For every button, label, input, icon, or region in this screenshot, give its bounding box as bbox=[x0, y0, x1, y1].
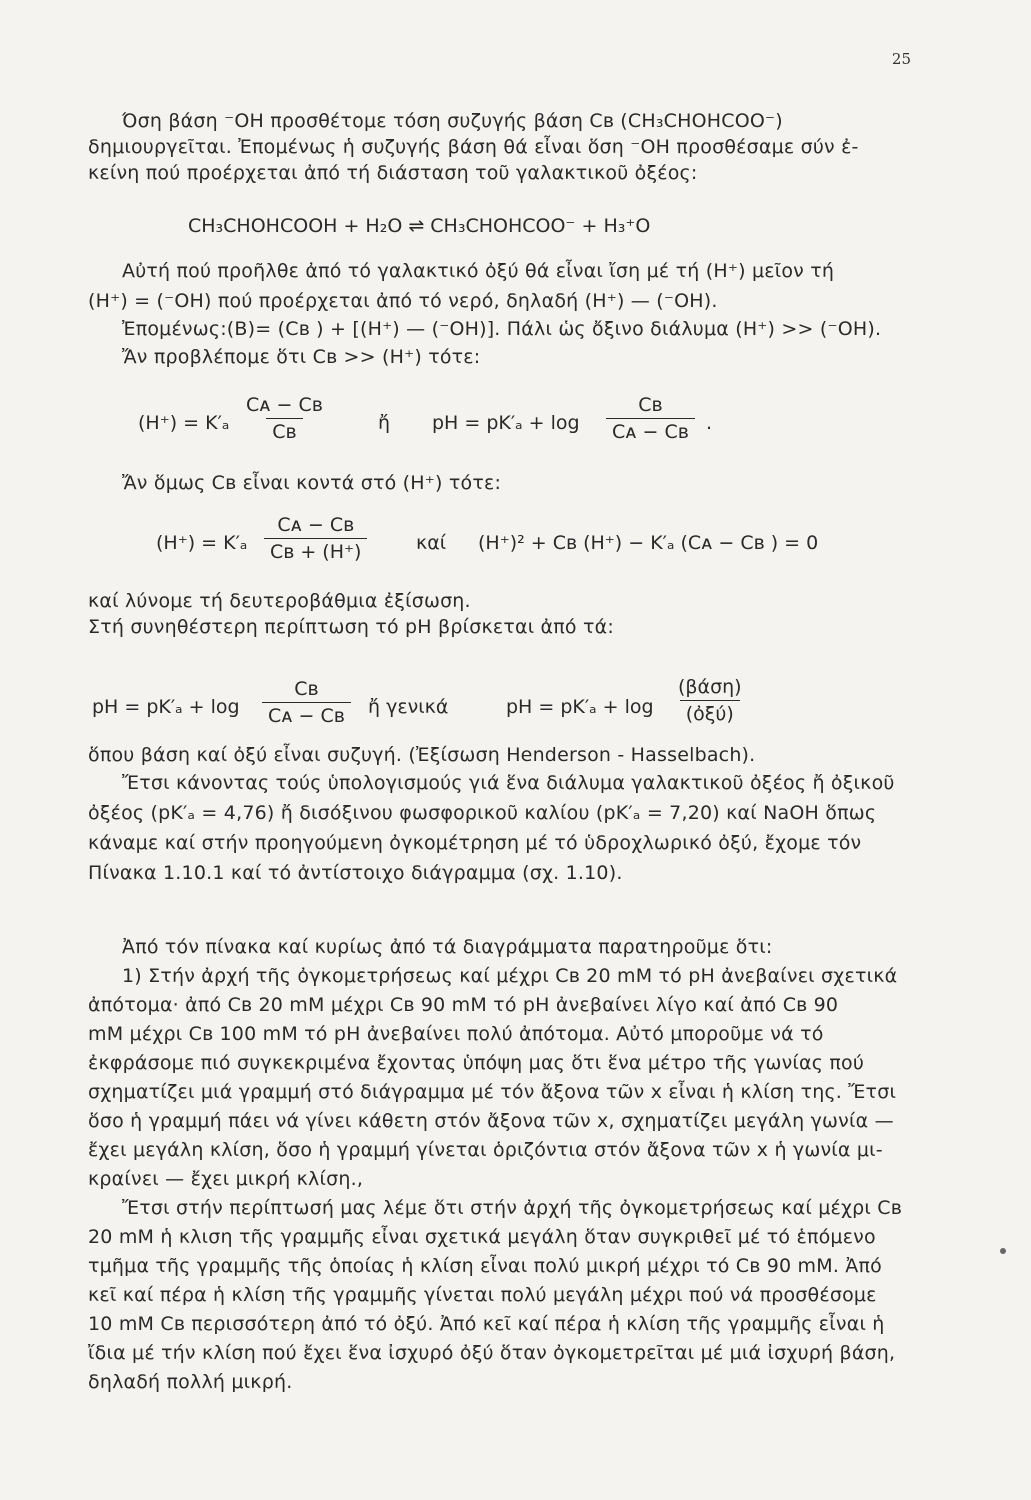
eq3-fraction-right bbox=[672, 676, 748, 725]
eq2-left: (H⁺) = K′ₐ bbox=[156, 532, 248, 554]
eq1-left-numerator: Cᴀ − Cʙ bbox=[246, 394, 323, 416]
eq3-fraction-left bbox=[262, 678, 351, 727]
text-line: Ἔτσι στήν περίπτωσή μας λέμε ὅτι στήν ἀρχή τῆς ὀγκομετρήσεως καί μέχρι Cʙ bbox=[122, 1197, 902, 1219]
eq1-fraction-left bbox=[240, 394, 329, 443]
eq1-tail: . bbox=[706, 412, 713, 434]
text-line: Ἀπό τόν πίνακα καί κυρίως ἀπό τά διαγράμματα παρατηροῦμε ὅτι: bbox=[122, 936, 773, 958]
text-line: Ἄν ὅμως Cʙ εἶναι κοντά στό (H⁺) τότε: bbox=[122, 472, 502, 494]
eq2-numerator: Cᴀ − Cʙ bbox=[277, 514, 355, 536]
text-line: Ἄν προβλέπομε ὅτι Cʙ >> (H⁺) τότε: bbox=[122, 346, 481, 368]
page-number: 25 bbox=[891, 50, 911, 68]
text-line: κείνη πού προέρχεται ἀπό τή διάσταση τοῦ γαλακτικοῦ ὀξέος: bbox=[88, 162, 698, 184]
text-line: κάναμε καί στήν προηγούμενη ὀγκομέτρηση μέ τό ὑδροχλωρικό ὀξύ, ἔχομε τόν bbox=[88, 832, 862, 854]
eq3-right-numerator: (βάση) bbox=[678, 676, 742, 698]
text-line: 10 mM Cʙ περισσότερη ἀπό τό ὀξύ. Ἀπό κεῖ καί πέρα ἡ κλίση τῆς γραμμῆς εἶναι ἡ bbox=[88, 1313, 885, 1335]
text-line: δημιουργεῖται. Ἐπομένως ἡ συζυγής βάση θά εἶναι ὅση ⁻OH προσθέσαμε σύν ἐ- bbox=[88, 136, 859, 158]
eq3-left-numerator: Cʙ bbox=[294, 678, 319, 700]
text-line: κραίνει — ἔχει μικρή κλίση., bbox=[88, 1168, 364, 1190]
text-line: 1) Στήν ἀρχή τῆς ὀγκομετρήσεως καί μέχρι Cʙ 20 mM τό pH ἀνεβαίνει σχετικά bbox=[122, 965, 898, 987]
text-line: ὅσο ἡ γραμμή πάει νά γίνει κάθετη στόν ἄξονα τῶν x, σχηματίζει μεγάλη γωνία — bbox=[88, 1110, 894, 1132]
text-line: mM μέχρι Cʙ 100 mM τό pH ἀνεβαίνει πολύ ἀπότομα. Αὐτό μποροῦμε νά τό bbox=[88, 1023, 824, 1045]
eq2-right: (H⁺)² + Cʙ (H⁺) − K′ₐ (Cᴀ − Cʙ ) = 0 bbox=[478, 532, 819, 554]
text-line: δηλαδή πολλή μικρή. bbox=[88, 1371, 293, 1393]
text-line: 20 mM ἡ κλιση τῆς γραμμῆς εἶναι σχετικά μεγάλη ὅταν συγκριθεῖ μέ τό ἑπόμενο bbox=[88, 1226, 876, 1248]
eq1-or: ἤ bbox=[378, 412, 391, 434]
text-line: ὀξέος (pK′ₐ = 4,76) ἤ δισόξινου φωσφορικοῦ καλίου (pK′ₐ = 7,20) καί NaOH ὅπως bbox=[88, 802, 877, 824]
eq2-fraction bbox=[264, 514, 367, 563]
text-line: ἴδια μέ τήν κλίση πού ἔχει ἕνα ἰσχυρό ὀξύ ὅταν ὀγκομετρεῖται μέ μιά ἰσχυρή βάση, bbox=[88, 1342, 896, 1364]
eq1-right: pH = pK′ₐ + log bbox=[432, 412, 580, 434]
eq1-left: (H⁺) = K′ₐ bbox=[138, 412, 230, 434]
eq3-or-text: ἤ γενικά bbox=[368, 696, 449, 718]
text-line: Όση βάση ⁻OH προσθέτομε τόση συζυγής βάση Cʙ (CH₃CHOHCOO⁻) bbox=[122, 110, 783, 132]
margin-dot bbox=[1000, 1248, 1006, 1254]
text-line: Ἔτσι κάνοντας τούς ὑπολογισμούς γιά ἕνα διάλυμα γαλακτικοῦ ὀξέος ἤ ὀξικοῦ bbox=[122, 772, 895, 794]
eq3-left: pH = pK′ₐ + log bbox=[92, 696, 240, 718]
text-line: ὅπου βάση καί ὀξύ εἶναι συζυγή. (Ἐξίσωση Henderson - Hasselbach). bbox=[88, 744, 756, 766]
text-line: ἔχει μεγάλη κλίση, ὅσο ἡ γραμμή γίνεται ὁριζόντια στόν ἄξονα τῶν x ἡ γωνία μι- bbox=[88, 1139, 883, 1161]
eq1-right-denominator: Cᴀ − Cʙ bbox=[606, 418, 695, 443]
text-line: ἐκφράσομε πιό συγκεκριμένα ἔχοντας ὑπόψη μας ὅτι ἕνα μέτρο τῆς γωνίας πού bbox=[88, 1052, 865, 1074]
eq3-left-denominator: Cᴀ − Cʙ bbox=[262, 702, 351, 727]
text-line: Στή συνηθέστερη περίπτωση τό pH βρίσκεται ἀπό τά: bbox=[88, 616, 614, 638]
text-line: ἀπότομα· ἀπό Cʙ 20 mM μέχρι Cʙ 90 mM τό pH ἀνεβαίνει λίγο καί ἀπό Cʙ 90 bbox=[88, 994, 839, 1016]
text-line: (H⁺) = (⁻OH) πού προέρχεται ἀπό τό νερό, δηλαδή (H⁺) — (⁻OH). bbox=[88, 290, 718, 312]
text-line: Αὐτή πού προῆλθε ἀπό τό γαλακτικό ὀξύ θά εἶναι ἴση μέ τή (H⁺) μεῖον τή bbox=[122, 260, 835, 282]
text-line: Ἐπομένως:(B)= (Cʙ ) + [(H⁺) — (⁻OH)]. Πάλι ὡς ὄξινο διάλυμα (H⁺) >> (⁻OH). bbox=[122, 318, 882, 340]
reaction-equation: CH₃CHOHCOOH + H₂O ⇌ CH₃CHOHCOO⁻ + H₃⁺O bbox=[188, 215, 651, 237]
eq2-denominator: Cʙ + (H⁺) bbox=[264, 538, 367, 563]
eq3-right-denominator: (ὀξύ) bbox=[680, 700, 740, 725]
text-line: Πίνακα 1.10.1 καί τό ἀντίστοιχο διάγραμμα (σχ. 1.10). bbox=[88, 862, 623, 884]
text-line: καί λύνομε τή δευτεροβάθμια ἐξίσωση. bbox=[88, 590, 471, 612]
eq1-right-numerator: Cʙ bbox=[638, 394, 663, 416]
eq1-left-denominator: Cʙ bbox=[266, 418, 302, 443]
eq3-right: pH = pK′ₐ + log bbox=[506, 696, 654, 718]
eq2-kai: καί bbox=[416, 532, 447, 554]
text-line: τμῆμα τῆς γραμμῆς τῆς ὁποίας ἡ κλίση εἶναι πολύ μικρή μέχρι τό Cʙ 90 mM. Ἀπό bbox=[88, 1255, 882, 1277]
text-line: σχηματίζει μιά γραμμή στό διάγραμμα μέ τόν ἄξονα τῶν x εἶναι ἡ κλίση της. Ἔτσι bbox=[88, 1081, 897, 1103]
text-line: κεῖ καί πέρα ἡ κλίση τῆς γραμμῆς γίνεται πολύ μεγάλη μέχρι πού νά προσθέσομε bbox=[88, 1284, 877, 1306]
eq1-fraction-right bbox=[606, 394, 695, 443]
